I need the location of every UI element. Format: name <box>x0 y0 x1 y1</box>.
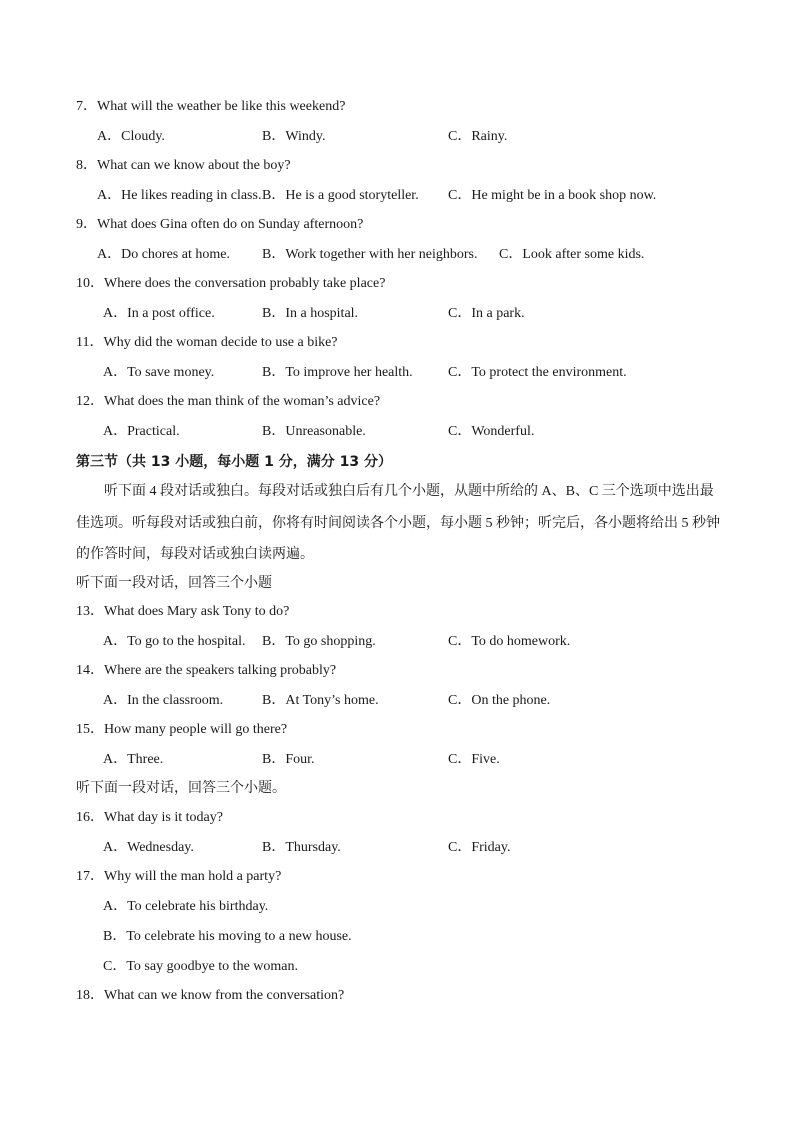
question-16: 16．What day is it today? <box>76 810 223 825</box>
q12-option-c: C．Wonderful. <box>448 424 535 439</box>
q10-option-a: A．In a post office. <box>103 306 215 321</box>
q9-option-b: B．Work together with her neighbors. <box>262 247 478 262</box>
question-12: 12．What does the man think of the woman’s advice? <box>76 394 381 409</box>
q14-option-b: B．At Tony’s home. <box>262 693 379 708</box>
dialogue-2-intro: 听下面一段对话，回答三个小题。 <box>76 781 286 796</box>
q10-option-c: C．In a park. <box>448 306 525 321</box>
question-8: 8．What can we know about the boy? <box>76 158 291 173</box>
q8-option-a: A．He likes reading in class. <box>97 188 262 203</box>
q9-option-c: C．Look after some kids. <box>499 247 645 262</box>
q11-option-b: B．To improve her health. <box>262 365 413 380</box>
q11-option-c: C．To protect the environment. <box>448 365 627 380</box>
q16-option-c: C．Friday. <box>448 840 511 855</box>
q8-option-c: C．He might be in a book shop now. <box>448 188 657 203</box>
q15-option-b: B．Four. <box>262 752 315 767</box>
q13-option-b: B．To go shopping. <box>262 634 376 649</box>
q11-option-a: A．To save money. <box>103 365 215 380</box>
q16-option-a: A．Wednesday. <box>103 840 194 855</box>
q14-option-c: C．On the phone. <box>448 693 551 708</box>
q17-option-b: B．To celebrate his moving to a new house. <box>103 929 352 944</box>
q7-option-b: B．Windy. <box>262 129 326 144</box>
q7-option-a: A．Cloudy. <box>97 129 165 144</box>
question-11: 11．Why did the woman decide to use a bike? <box>76 335 338 350</box>
q8-option-b: B．He is a good storyteller. <box>262 188 419 203</box>
q12-option-b: B．Unreasonable. <box>262 424 366 439</box>
instructions-line-3: 的作答时间，每段对话或独白读两遍。 <box>76 547 314 562</box>
question-13: 13．What does Mary ask Tony to do? <box>76 604 290 619</box>
question-9: 9．What does Gina often do on Sunday afternoon? <box>76 217 364 232</box>
question-15: 15．How many people will go there? <box>76 722 288 737</box>
q16-option-b: B．Thursday. <box>262 840 341 855</box>
question-14: 14．Where are the speakers talking probably? <box>76 663 337 678</box>
q15-option-c: C．Five. <box>448 752 500 767</box>
dialogue-1-intro: 听下面一段对话，回答三个小题 <box>76 576 272 591</box>
instructions-line-1: 听下面 4 段对话或独白。每段对话或独白后有几个小题，从题中所给的 A、B、C 三个选项中选出最 <box>104 484 714 499</box>
question-18: 18．What can we know from the conversation? <box>76 988 345 1003</box>
question-17: 17．Why will the man hold a party? <box>76 869 282 884</box>
section-3-title: 第三节（共 13 小题，每小题 1 分，满分 13 分） <box>76 454 392 470</box>
q17-option-a: A．To celebrate his birthday. <box>103 899 269 914</box>
q10-option-b: B．In a hospital. <box>262 306 359 321</box>
q9-option-a: A．Do chores at home. <box>97 247 230 262</box>
q14-option-a: A．In the classroom. <box>103 693 224 708</box>
instructions-line-2: 佳选项。听每段对话或独白前，你将有时间阅读各个小题，每小题 5 秒钟；听完后，各小题将给出 5 秒钟 <box>76 516 720 531</box>
question-10: 10．Where does the conversation probably take place? <box>76 276 386 291</box>
question-7: 7．What will the weather be like this weekend? <box>76 99 346 114</box>
q13-option-a: A．To go to the hospital. <box>103 634 246 649</box>
q17-option-c: C．To say goodbye to the woman. <box>103 959 298 974</box>
q12-option-a: A．Practical. <box>103 424 180 439</box>
q7-option-c: C．Rainy. <box>448 129 508 144</box>
q15-option-a: A．Three. <box>103 752 164 767</box>
q13-option-c: C．To do homework. <box>448 634 571 649</box>
